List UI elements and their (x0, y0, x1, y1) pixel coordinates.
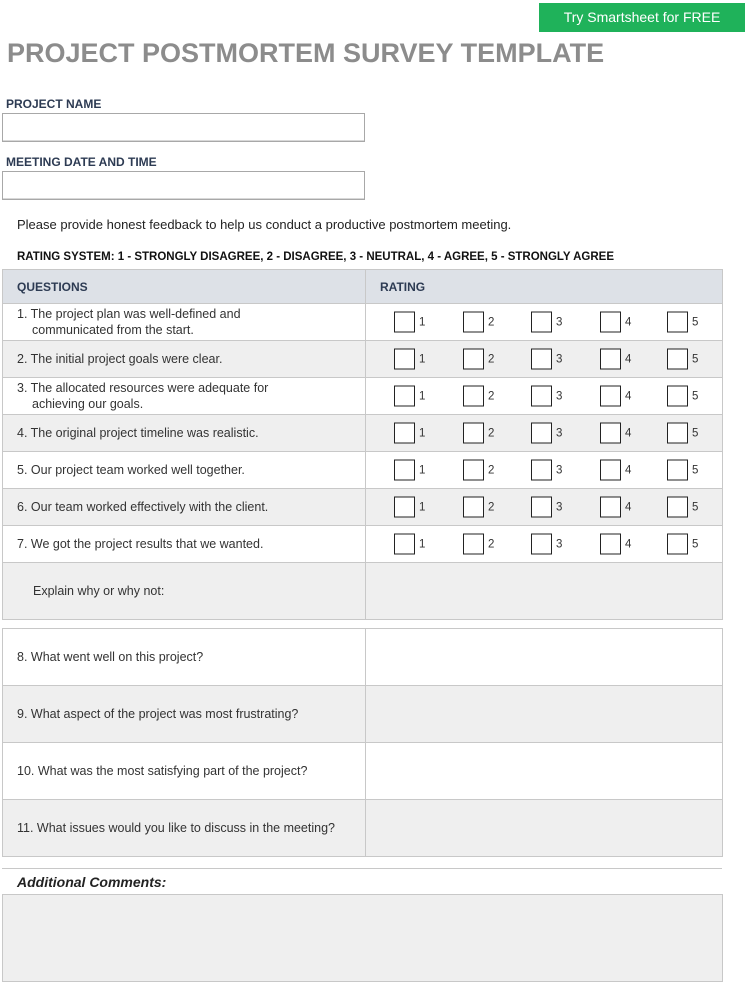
rating-checkbox[interactable] (667, 423, 688, 444)
rating-number: 4 (625, 464, 632, 476)
rating-option-4 (600, 534, 631, 555)
rating-option-5 (667, 460, 698, 481)
page-title: PROJECT POSTMORTEM SURVEY TEMPLATE (7, 38, 605, 68)
table-row (3, 452, 723, 489)
open-question-answer[interactable] (366, 800, 723, 856)
rating-checkbox[interactable] (531, 534, 552, 555)
rating-checkbox[interactable] (667, 349, 688, 370)
rating-number: 4 (625, 353, 632, 365)
question-text: 3. The allocated resources were adequate for (17, 381, 269, 395)
rating-checkbox[interactable] (531, 423, 552, 444)
rating-option-1 (394, 349, 425, 370)
open-question-text: 9. What aspect of the project was most frustrating? (3, 686, 366, 742)
rating-option-2 (463, 312, 494, 333)
rating-number: 5 (692, 427, 699, 439)
rating-checkbox[interactable] (667, 386, 688, 407)
rating-checkbox[interactable] (531, 312, 552, 333)
questions-column-header: QUESTIONS (3, 270, 366, 303)
rating-checkbox[interactable] (600, 423, 621, 444)
open-question-text: 11. What issues would you like to discuss in the meeting? (3, 800, 366, 856)
rating-checkbox[interactable] (394, 497, 415, 518)
rating-checkbox[interactable] (531, 386, 552, 407)
rating-number: 2 (488, 464, 495, 476)
rating-number: 5 (692, 353, 699, 365)
rating-checkbox[interactable] (394, 423, 415, 444)
rating-number: 4 (625, 501, 632, 513)
table-row (3, 526, 723, 563)
rating-cell (366, 526, 723, 562)
rating-number: 3 (556, 501, 563, 513)
rating-number: 2 (488, 316, 495, 328)
question-cell (3, 526, 366, 562)
rating-number: 4 (625, 427, 632, 439)
rating-checkbox[interactable] (667, 534, 688, 555)
rating-number: 1 (419, 316, 426, 328)
rating-number: 3 (556, 353, 563, 365)
open-question-answer[interactable] (366, 743, 723, 799)
rating-checkbox[interactable] (394, 386, 415, 407)
question-text: 5. Our project team worked well together. (17, 463, 245, 477)
rating-option-3 (531, 312, 562, 333)
rating-column-header: RATING (366, 270, 723, 303)
rating-option-4 (600, 386, 631, 407)
rating-number: 1 (419, 353, 426, 365)
rating-option-4 (600, 349, 631, 370)
question-text: 7. We got the project results that we wanted. (17, 537, 264, 551)
rating-table (2, 269, 723, 620)
question-cell (3, 341, 366, 377)
rating-number: 5 (692, 464, 699, 476)
rating-checkbox[interactable] (531, 460, 552, 481)
rating-option-1 (394, 312, 425, 333)
rating-checkbox[interactable] (667, 312, 688, 333)
explain-input[interactable] (366, 563, 723, 619)
rating-number: 2 (488, 427, 495, 439)
table-row (3, 304, 723, 341)
rating-cell (366, 341, 723, 377)
rating-checkbox[interactable] (531, 497, 552, 518)
rating-option-5 (667, 497, 698, 518)
question-text-continued: communicated from the start. (32, 323, 194, 337)
try-smartsheet-button[interactable]: Try Smartsheet for FREE (539, 3, 745, 32)
rating-option-3 (531, 386, 562, 407)
rating-number: 4 (625, 538, 632, 550)
explain-row (3, 563, 723, 620)
question-text: 4. The original project timeline was realistic. (17, 426, 259, 440)
rating-checkbox[interactable] (667, 497, 688, 518)
open-question-text: 10. What was the most satisfying part of the project? (3, 743, 366, 799)
rating-option-4 (600, 497, 631, 518)
rating-option-2 (463, 534, 494, 555)
rating-number: 3 (556, 464, 563, 476)
rating-checkbox[interactable] (463, 534, 484, 555)
rating-number: 3 (556, 538, 563, 550)
open-question-row (3, 743, 723, 800)
rating-number: 5 (692, 316, 699, 328)
rating-option-2 (463, 460, 494, 481)
rating-option-5 (667, 386, 698, 407)
rating-number: 4 (625, 316, 632, 328)
rating-number: 4 (625, 390, 632, 402)
rating-number: 1 (419, 538, 426, 550)
rating-number: 3 (556, 316, 563, 328)
rating-checkbox[interactable] (463, 460, 484, 481)
intro-text: Please provide honest feedback to help us conduct a productive postmortem meeting. (17, 217, 512, 232)
question-text: 6. Our team worked effectively with the client. (17, 500, 269, 514)
rating-checkbox[interactable] (394, 534, 415, 555)
question-cell (3, 415, 366, 451)
rating-cell (366, 378, 723, 414)
rating-option-2 (463, 386, 494, 407)
question-text-continued: achieving our goals. (32, 397, 144, 411)
rating-option-2 (463, 349, 494, 370)
rating-checkbox[interactable] (463, 423, 484, 444)
rating-option-1 (394, 534, 425, 555)
rating-checkbox[interactable] (394, 349, 415, 370)
rating-option-5 (667, 423, 698, 444)
rating-checkbox[interactable] (463, 312, 484, 333)
rating-checkbox[interactable] (600, 349, 621, 370)
rating-option-5 (667, 534, 698, 555)
rating-option-1 (394, 460, 425, 481)
table-row (3, 341, 723, 378)
rating-system-legend: RATING SYSTEM: 1 - STRONGLY DISAGREE, 2 - DISAGREE, 3 - NEUTRAL, 4 - AGREE, 5 - STRONGLY AGREE (17, 251, 615, 263)
rating-option-3 (531, 534, 562, 555)
rating-checkbox[interactable] (531, 349, 552, 370)
meeting-date-label: MEETING DATE AND TIME (6, 155, 157, 169)
rating-cell (366, 415, 723, 451)
question-cell (3, 304, 366, 340)
rating-option-3 (531, 349, 562, 370)
rating-number: 2 (488, 390, 495, 402)
rating-option-5 (667, 349, 698, 370)
open-question-text: 8. What went well on this project? (3, 629, 366, 685)
rating-number: 1 (419, 390, 426, 402)
question-text: 1. The project plan was well-defined and (17, 307, 241, 321)
rating-option-3 (531, 423, 562, 444)
rating-cell (366, 304, 723, 340)
rating-number: 5 (692, 538, 699, 550)
open-question-answer[interactable] (366, 629, 723, 685)
rating-option-2 (463, 497, 494, 518)
rating-number: 1 (419, 464, 426, 476)
rating-option-1 (394, 423, 425, 444)
rating-number: 1 (419, 427, 426, 439)
project-name-label: PROJECT NAME (6, 97, 102, 111)
rating-number: 3 (556, 427, 563, 439)
rating-option-3 (531, 460, 562, 481)
rating-number: 2 (488, 538, 495, 550)
rating-cell (366, 452, 723, 488)
table-row (3, 415, 723, 452)
rating-number: 5 (692, 501, 699, 513)
rating-number: 5 (692, 390, 699, 402)
open-question-row (3, 800, 723, 857)
rating-checkbox[interactable] (600, 534, 621, 555)
question-cell (3, 378, 366, 414)
rating-option-5 (667, 312, 698, 333)
rating-checkbox[interactable] (463, 386, 484, 407)
question-cell (3, 489, 366, 525)
question-cell (3, 452, 366, 488)
table-header (3, 269, 723, 304)
project-name-input[interactable] (2, 113, 365, 142)
rating-checkbox[interactable] (667, 460, 688, 481)
question-text: 2. The initial project goals were clear. (17, 352, 223, 366)
rating-checkbox[interactable] (600, 386, 621, 407)
rating-cell (366, 489, 723, 525)
additional-comments-label: Additional Comments: (2, 868, 722, 893)
rating-checkbox[interactable] (600, 497, 621, 518)
table-row (3, 489, 723, 526)
explain-label: Explain why or why not: (3, 563, 366, 619)
rating-option-3 (531, 497, 562, 518)
open-question-answer[interactable] (366, 686, 723, 742)
rating-option-1 (394, 386, 425, 407)
rating-number: 2 (488, 501, 495, 513)
rating-option-4 (600, 460, 631, 481)
additional-comments-input[interactable] (2, 894, 723, 982)
open-question-row (3, 686, 723, 743)
rating-option-4 (600, 423, 631, 444)
rating-number: 2 (488, 353, 495, 365)
rating-checkbox[interactable] (600, 312, 621, 333)
rating-option-4 (600, 312, 631, 333)
open-question-row (3, 629, 723, 686)
rating-checkbox[interactable] (394, 312, 415, 333)
rating-checkbox[interactable] (394, 460, 415, 481)
rating-option-1 (394, 497, 425, 518)
rating-checkbox[interactable] (463, 349, 484, 370)
rating-number: 3 (556, 390, 563, 402)
table-row (3, 378, 723, 415)
rating-checkbox[interactable] (600, 460, 621, 481)
rating-checkbox[interactable] (463, 497, 484, 518)
rating-option-2 (463, 423, 494, 444)
open-questions-table (2, 628, 723, 857)
meeting-date-input[interactable] (2, 171, 365, 200)
rating-number: 1 (419, 501, 426, 513)
